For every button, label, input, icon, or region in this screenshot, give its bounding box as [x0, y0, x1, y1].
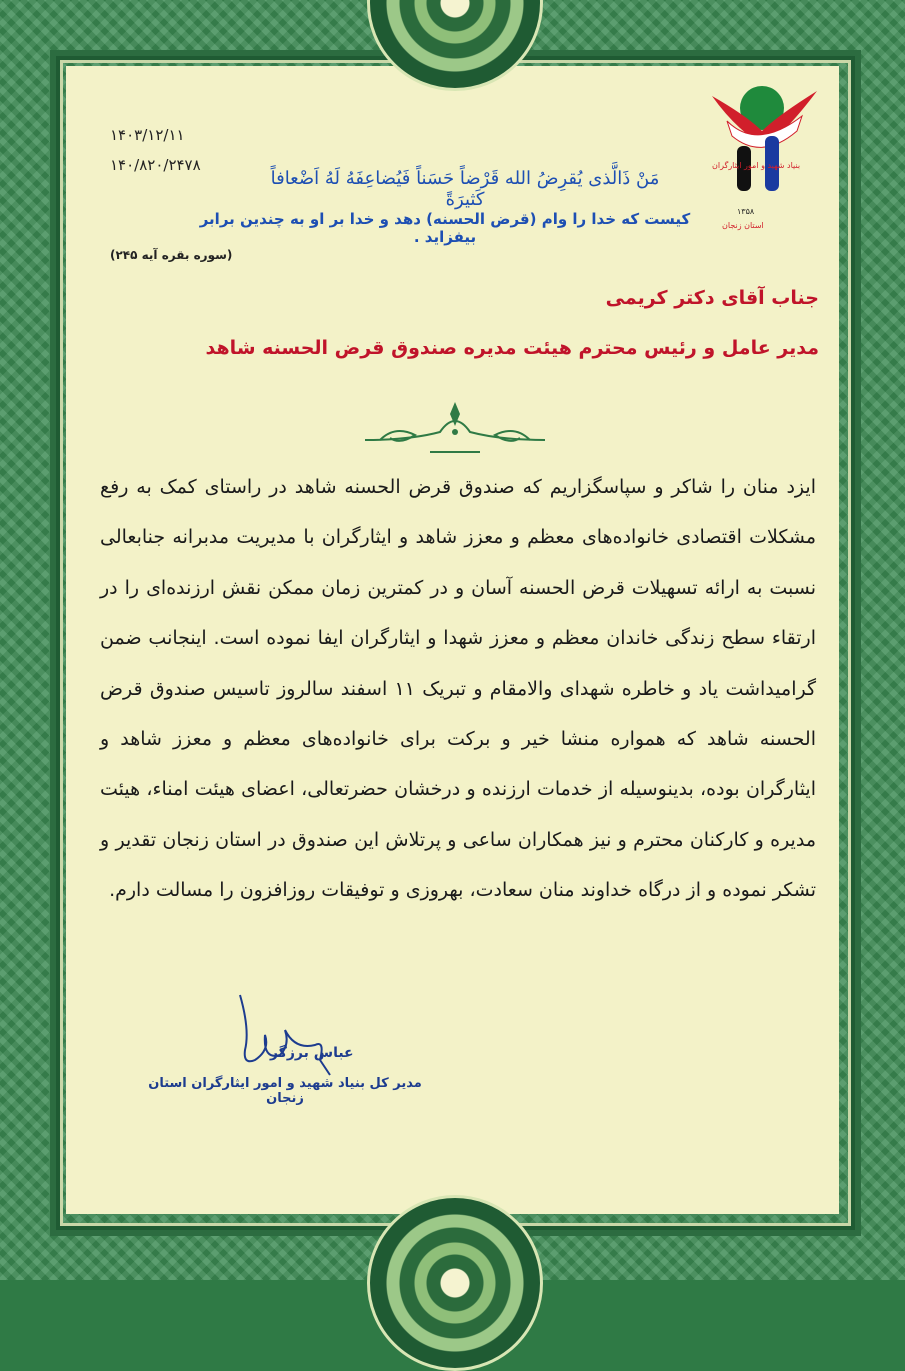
foundation-logo [707, 76, 827, 236]
letter-body: ایزد منان را شاکر و سپاسگزاریم که صندوق قرض الحسنه شاهد در راستای کمک به رفع مشکلات اقتصادی خانواده‌های معظم و معزز شاهد و ایثارگران با مدیریت مدبرانه جنابعالی نسبت به ارائه تسهیلات قرض الحسنه آسان و در کمترین زمان ممکن نقش ارزنده‌ای را در ارتقاء سطح زندگی خاندان معظم و معزز شهدا و ایثارگران ایفا نموده است. اینجانب ضمن گرامیداشت یاد و خاطره شهدای والامقام و تبریک ۱۱ اسفند سالروز تاسیس صندوق قرض الحسنه شاهد که همواره منشا خیر و برکت برای خانواده‌های معظم و معزز شاهد و ایثارگران بوده، بدینوسیله از خدمات ارزنده و درخشان حضرتعالی، اعضای هیئت امناء، هیئت مدیره و کارکنان محترم و نیز همکاران ساعی و پرتلاش این صندوق در استان زنجان تقدیر و تشکر نموده و از درگاه خداوند منان سعادت، بهروزی و توفیقات روزافزون را مسالت دارم. [100, 476, 817, 902]
signer-title: مدیر کل بنیاد شهید و امور ایثارگران استان زنجان [148, 1076, 422, 1106]
letter-meta [110, 120, 201, 180]
letter-number: ۱۴۰/۸۲۰/۲۴۷۸ [110, 156, 201, 174]
logo-year: ۱۳۵۸ [737, 207, 755, 216]
logo-org-text: بنیاد شهید و امور ایثارگران [712, 161, 801, 170]
divider-ornament [360, 400, 550, 460]
logo-province: استان زنجان [722, 221, 764, 230]
recipient-name: جناب آقای دکتر کریمی [605, 287, 819, 309]
recipient-title: مدیر عامل و رئیس محترم هیئت مدیره صندوق قرض الحسنه شاهد [205, 337, 819, 359]
verse-translation: کیست که خدا را وام (قرض الحسنه) دهد و خدا بر او به چندین برابر بیفزاید . [199, 210, 691, 246]
verse-reference: (سوره بقره آیه ۲۴۵) [110, 248, 233, 262]
bottom-medallion-ornament [367, 1195, 543, 1371]
signer-name: عباس برزگر [270, 1045, 354, 1061]
handwritten-signature [225, 990, 335, 1080]
letter-date: ۱۴۰۳/۱۲/۱۱ [110, 126, 185, 144]
quran-verse: مَنْ ذَالَّذی یُقرِضُ الله قَرْضاً حَسَناً فَیُضاعِفَهُ لَهُ اَضْعافاً کَثیرَةً [270, 168, 660, 210]
